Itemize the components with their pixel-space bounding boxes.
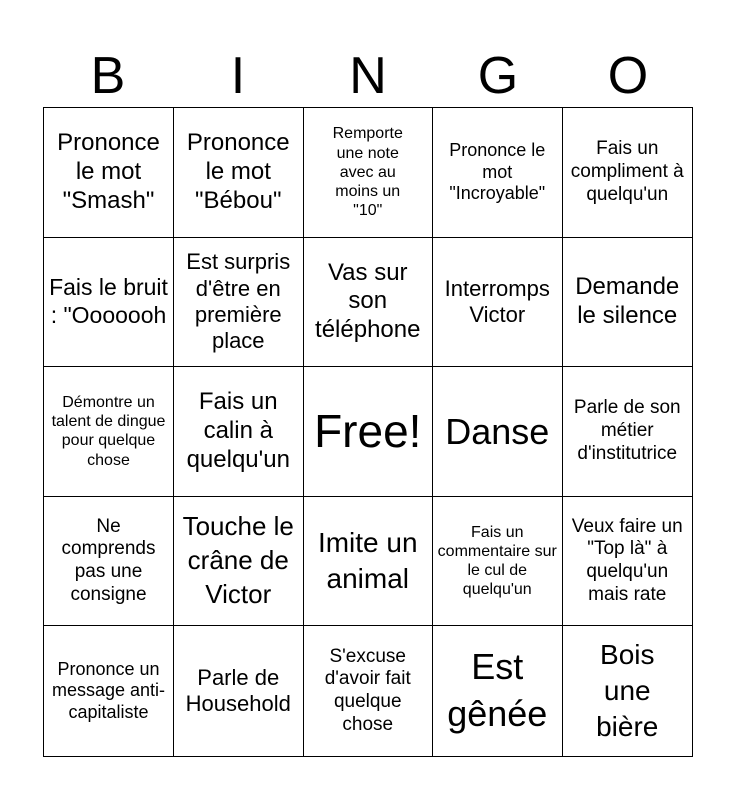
cell-text: Ne comprends pas une consigne [61, 515, 156, 605]
cell-text: Interromps Victor [444, 275, 550, 327]
cell-text: Est gênée [447, 646, 548, 735]
cell-text: Prononce un message anti-capitaliste [51, 658, 166, 722]
cell-text: Demande le silence [575, 273, 680, 329]
bingo-cell[interactable] [563, 108, 693, 238]
cell-text: Démontre un talent de dingue pour quelque chose [51, 394, 166, 469]
bingo-cell[interactable] [304, 238, 434, 368]
bingo-cell[interactable] [563, 238, 693, 368]
cell-text: Prononce le mot "Bébou" [186, 129, 290, 214]
bingo-cell[interactable] [174, 497, 304, 627]
cell-text: Imite un animal [317, 526, 418, 595]
bingo-cell[interactable] [174, 367, 304, 497]
bingo-cell[interactable] [44, 108, 174, 238]
bingo-cell[interactable] [174, 108, 304, 238]
bingo-header [43, 46, 693, 106]
bingo-cell[interactable] [433, 238, 563, 368]
bingo-cell[interactable] [433, 108, 563, 238]
bingo-cell[interactable] [304, 497, 434, 627]
bingo-board [43, 107, 693, 757]
cell-text: Fais un calin à quelqu'un [186, 388, 290, 473]
bingo-cell[interactable] [304, 108, 434, 238]
cell-text: Prononce le mot "Smash" [57, 129, 160, 214]
cell-text: S'excuse d'avoir fait quelque chose [324, 645, 411, 735]
cell-text: Parle de son métier d'institutrice [573, 397, 681, 464]
cell-text: Est surpris d'être en première place [186, 249, 291, 354]
cell-text: Remporte une note avec au moins un "10" [332, 125, 403, 220]
bingo-cell[interactable] [433, 626, 563, 756]
header-letter-n: N [349, 47, 387, 105]
bingo-cell[interactable] [174, 626, 304, 756]
bingo-cell[interactable] [44, 626, 174, 756]
header-letter-o: O [607, 47, 649, 105]
cell-text: Veux faire un "Top là" à quelqu'un mais rate [571, 515, 683, 605]
cell-text: Danse [445, 410, 550, 452]
bingo-cell[interactable] [304, 367, 434, 497]
cell-text: Fais le bruit : "Ooooooh [49, 274, 168, 328]
cell-text: Vas sur son téléphone [315, 258, 421, 344]
bingo-cell[interactable] [304, 626, 434, 756]
cell-text: Bois une bière [596, 638, 659, 743]
bingo-cell[interactable] [563, 497, 693, 627]
bingo-cell[interactable] [44, 497, 174, 627]
bingo-cell[interactable] [44, 238, 174, 368]
bingo-cell[interactable] [563, 626, 693, 756]
cell-text: Fais un compliment à quelqu'un [570, 138, 684, 205]
header-letter-g: G [477, 47, 519, 105]
bingo-cell[interactable] [174, 238, 304, 368]
cell-text: Touche le crâne de Victor [182, 511, 294, 609]
cell-text: Prononce le mot "Incroyable" [449, 139, 546, 204]
header-letter-b: B [90, 47, 126, 105]
bingo-cell[interactable] [563, 367, 693, 497]
bingo-cell[interactable] [44, 367, 174, 497]
cell-text: Free! [314, 404, 422, 457]
cell-text: Parle de Household [185, 664, 291, 717]
cell-text: Fais un commentaire sur le cul de quelqu'un [437, 523, 557, 599]
bingo-cell[interactable] [433, 367, 563, 497]
header-letter-i: I [230, 47, 246, 105]
bingo-cell[interactable] [433, 497, 563, 627]
